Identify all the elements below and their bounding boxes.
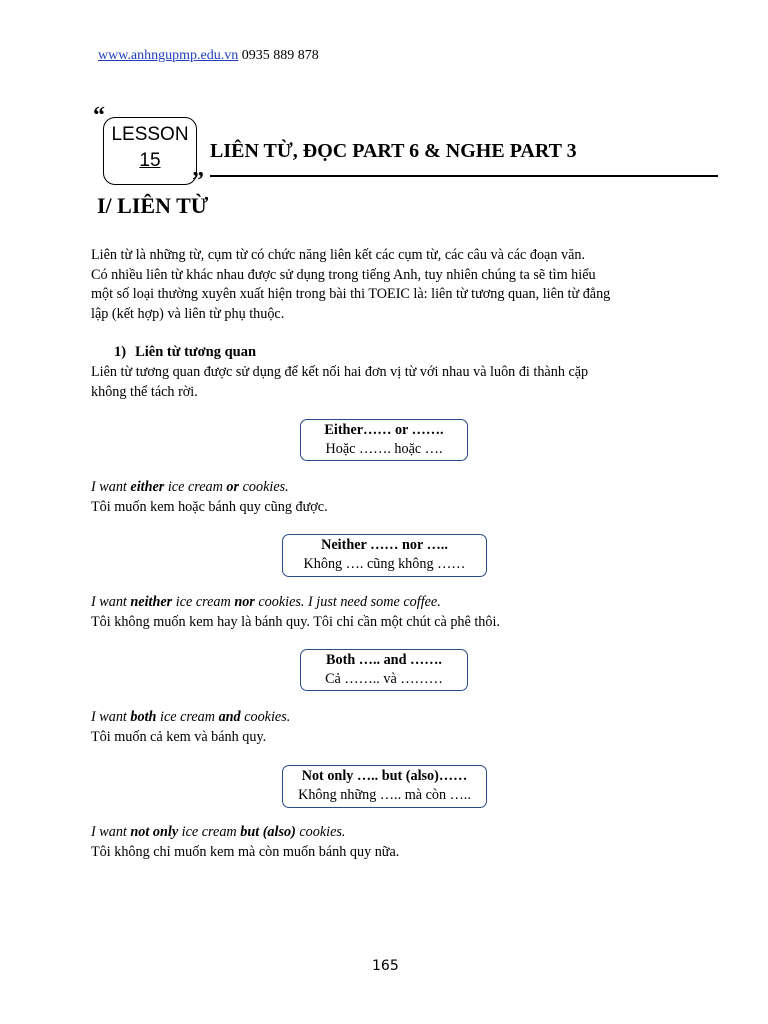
lesson-title: LIÊN TỪ, ĐỌC PART 6 & NGHE PART 3 bbox=[210, 140, 577, 162]
example-block bbox=[91, 708, 290, 747]
section-title: I/ LIÊN TỪ bbox=[97, 193, 209, 218]
formula-vietnamese: Cả …….. và ……… bbox=[325, 671, 443, 687]
lesson-label: LESSON bbox=[111, 124, 189, 145]
subsection-title: Liên từ tương quan bbox=[135, 344, 257, 360]
example-block bbox=[91, 593, 500, 632]
description-line: không thể tách rời. bbox=[91, 383, 198, 400]
title-underline-rule bbox=[210, 175, 718, 177]
example-translation: Tôi muốn kem hoặc bánh quy cũng được. bbox=[91, 498, 328, 515]
formula-english: Not only ….. but (also)…… bbox=[301, 768, 468, 784]
formula-vietnamese: Hoặc ……. hoặc …. bbox=[325, 441, 443, 457]
example-translation: Tôi muốn cả kem và bánh quy. bbox=[91, 728, 267, 745]
website-link[interactable]: www.anhngupmp.edu.vn bbox=[98, 48, 239, 63]
example-block bbox=[91, 823, 399, 862]
lesson-quote-close: ” bbox=[192, 168, 204, 194]
intro-paragraph bbox=[91, 246, 691, 324]
intro-line: Có nhiều liên từ khác nhau được sử dụng trong tiếng Anh, tuy nhiên chúng ta sẽ tìm hiểu bbox=[91, 266, 596, 283]
subsection-heading bbox=[114, 344, 256, 361]
formula-box-not-only-but-also bbox=[282, 765, 487, 808]
example-translation: Tôi không chỉ muốn kem mà còn muốn bánh quy nữa. bbox=[91, 843, 400, 860]
page-number: 165 bbox=[372, 958, 399, 974]
subsection-number: 1) bbox=[114, 344, 127, 360]
intro-line: lập (kết hợp) và liên từ phụ thuộc. bbox=[91, 305, 285, 322]
description-line: Liên từ tương quan được sử dụng để kết nối hai đơn vị từ với nhau và luôn đi thành cặp bbox=[91, 364, 589, 380]
formula-box-neither-nor bbox=[282, 534, 487, 577]
formula-english: Neither …… nor ….. bbox=[321, 537, 448, 553]
formula-box-either-or bbox=[300, 419, 468, 461]
example-sentence: I want neither ice cream nor cookies. I just need some coffee. bbox=[91, 594, 441, 610]
formula-vietnamese: Không những ….. mà còn ….. bbox=[298, 787, 471, 803]
formula-vietnamese: Không …. cũng không …… bbox=[303, 556, 466, 572]
example-sentence: I want either ice cream or cookies. bbox=[91, 479, 289, 495]
formula-english: Either…… or ……. bbox=[324, 422, 444, 438]
intro-line: một số loại thường xuyên xuất hiện trong bài thi TOEIC là: liên từ tương quan, liên từ đẳng bbox=[91, 286, 611, 302]
example-sentence: I want not only ice cream but (also) cookies. bbox=[91, 824, 346, 840]
page-header bbox=[98, 48, 319, 64]
lesson-quote-open: “ bbox=[93, 103, 105, 129]
example-translation: Tôi không muốn kem hay là bánh quy. Tôi chỉ cần một chút cà phê thôi. bbox=[91, 613, 500, 630]
formula-box-both-and bbox=[300, 649, 468, 691]
intro-line: Liên từ là những từ, cụm từ có chức năng liên kết các cụm từ, các câu và các đoạn văn. bbox=[91, 247, 586, 263]
example-sentence: I want both ice cream and cookies. bbox=[91, 709, 291, 725]
example-block bbox=[91, 478, 328, 517]
phone-number: 0935 889 878 bbox=[241, 48, 319, 63]
lesson-number: 15 bbox=[139, 150, 161, 171]
lesson-badge bbox=[103, 117, 197, 185]
formula-english: Both ….. and ……. bbox=[326, 652, 442, 668]
subsection-description bbox=[91, 363, 691, 402]
